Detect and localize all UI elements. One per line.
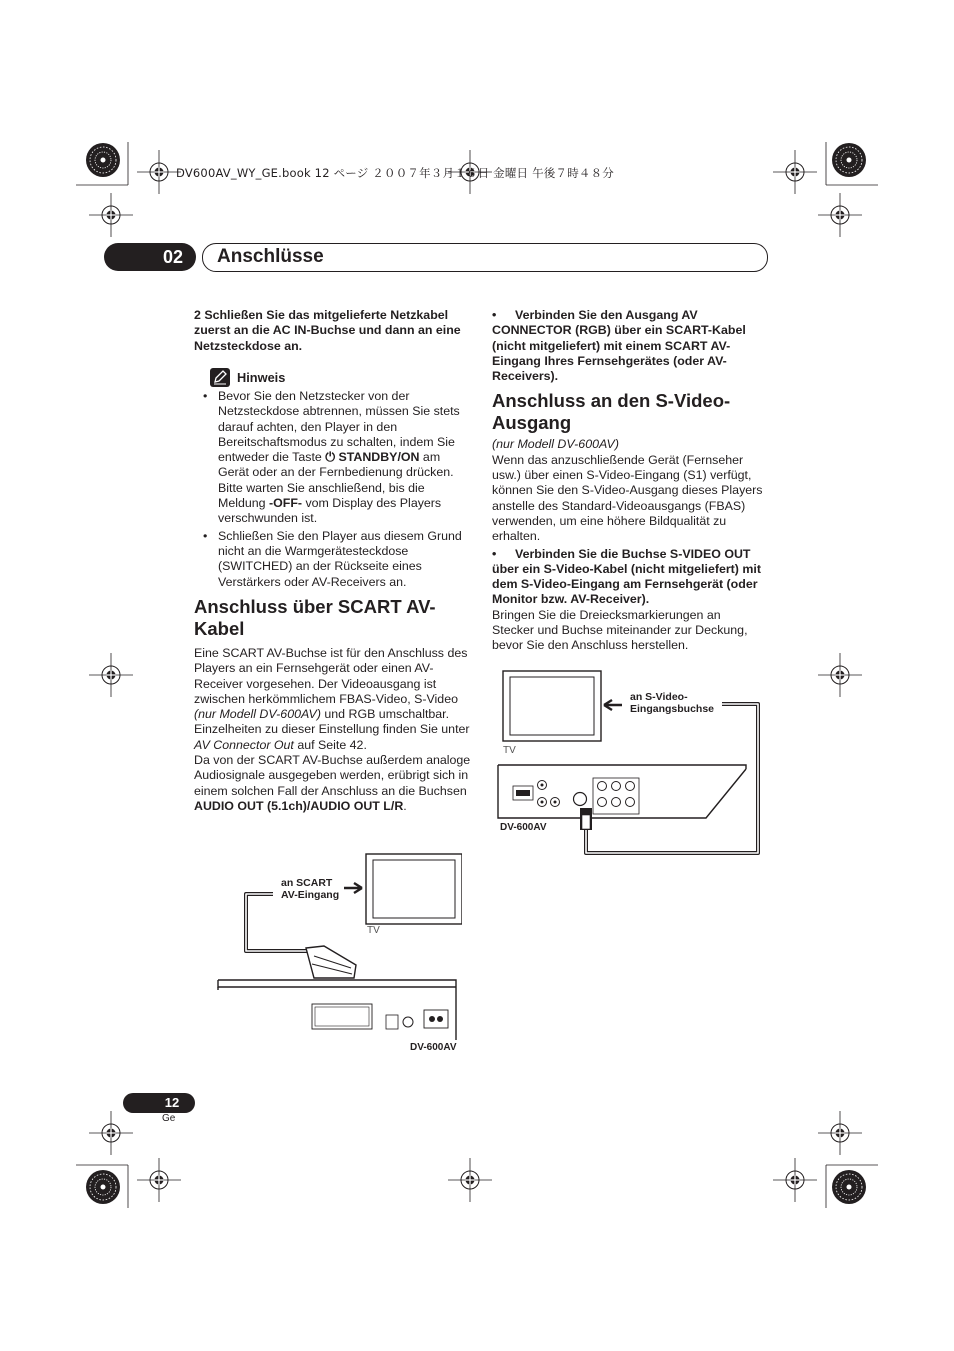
left-column xyxy=(194,308,470,354)
right-column xyxy=(492,308,766,654)
svideo-plug xyxy=(580,808,592,830)
registration-cross-top-right xyxy=(773,150,817,194)
hint-notes xyxy=(194,389,472,590)
chapter-number: 02 xyxy=(162,247,184,267)
scart-cable xyxy=(246,894,323,951)
bullet-svideo-connect: • Verbinden Sie die Buchse S-VIDEO OUT über ein S-Video-Kabel (nicht mitgeliefert) mit dem S-Video-Eingang am Fernsehgerät (oder Monitor bzw. AV-Receiver). xyxy=(492,546,761,607)
scart-paragraph-2: Da von der SCART AV-Buchse außerdem analoge Audiosignale ausgegeben werden, erübrigt sich in einem solchen Fall der Anschluss an die Buchsen AUDIO OUT (5.1ch)/AUDIO OUT L/R. xyxy=(194,753,471,813)
scart-socket xyxy=(312,1004,372,1029)
chapter-title: Anschlüsse xyxy=(217,246,324,267)
bullet-dot: • xyxy=(492,546,497,561)
hint-note-1: • Bevor Sie den Netzstecker von der Netzsteckdose abtrennen, müssen Sie stets darauf achten, den Player in den Bereitschaftsmodus zu schalten, indem Sie entweder die Taste ⏻ STANDBY/ON am Gerät oder an der Fernbedienung drücken. Bitte warten Sie anschließend, bis die Meldung -OFF- vom Display des Players verschwunden ist. xyxy=(203,389,460,526)
bullet-dot: • xyxy=(203,389,208,403)
bullet-dot: • xyxy=(203,528,208,543)
svideo-model-note: (nur Modell DV-600AV) xyxy=(492,437,619,452)
registration-cross-left-middle xyxy=(89,653,133,697)
svideo-paragraph-2: Bringen Sie die Dreiecksmarkierungen an Stecker und Buchse miteinander zur Deckung, bevor Sie den Anschluss herstellen. xyxy=(492,607,748,653)
registration-cross-top-left xyxy=(137,150,181,194)
model-label-svideo: DV-600AV xyxy=(500,822,547,833)
hint-label: Hinweis xyxy=(237,370,286,385)
off-display-label: -OFF- xyxy=(268,496,303,511)
tv-label-scart: TV xyxy=(367,925,380,936)
bullet-scart-connect: • Verbinden Sie den Ausgang AV CONNECTOR (RGB) über ein SCART-Kabel (nicht mitgeliefert) mit einem SCART AV-Eingang Ihres Fernsehgerätes (oder AV-Receivers). xyxy=(492,308,746,384)
registration-cross-right-middle xyxy=(818,653,862,697)
dvd-player-rear xyxy=(218,980,456,1040)
scart-section xyxy=(194,596,472,814)
ac-in-socket xyxy=(424,1010,448,1028)
registration-cross-bottom-right xyxy=(773,1158,817,1202)
tv-illustration xyxy=(503,671,601,741)
book-file-line: DV600AV_WY_GE.book 12 ページ ２００７年３月１６日 金曜日 午後７時４８分 xyxy=(176,166,615,180)
svideo-paragraph-1: Wenn das anzuschließende Gerät (Fernseher usw.) über einen S-Video-Eingang (S1) verfügt, können Sie den S-Video-Ausgang dieses Players anstelle des Standard-Videoausgangs (FBAS) verwenden, um eine höhere Bildqualität zu erhalten. xyxy=(492,452,763,544)
svideo-heading: Anschluss an den S-Video-Ausgang xyxy=(492,390,731,434)
standby-on-label: ⏻ STANDBY/ON xyxy=(325,450,420,465)
model-label-scart: DV-600AV xyxy=(410,1042,457,1053)
registration-cross-bottom-left xyxy=(137,1158,181,1202)
registration-cross-left-lower xyxy=(89,1111,133,1155)
page-number: 12 xyxy=(164,1095,180,1110)
tv-label-svideo: TV xyxy=(503,745,516,756)
registration-wheel-top-left xyxy=(86,143,120,177)
registration-cross-bottom-center xyxy=(448,1158,492,1202)
registration-wheel-top-right xyxy=(832,143,866,177)
registration-wheel-bottom-right xyxy=(832,1170,866,1204)
tv-illustration xyxy=(366,854,462,924)
scart-heading: Anschluss über SCART AV-Kabel xyxy=(194,596,436,639)
page-language: Ge xyxy=(162,1113,176,1124)
hint-note-2: • Schließen Sie den Player aus diesem Grund nicht an die Warmgerätesteckdose (SWITCHED) an der Rückseite eines Verstärkers oder AV-Receivers an. xyxy=(203,528,462,589)
bullet-dot: • xyxy=(492,308,497,322)
registration-cross-right-lower xyxy=(818,1111,862,1155)
svideo-input-label: an S-Video-Eingangsbuchse xyxy=(630,691,715,715)
scart-input-label: an SCART AV-Eingang xyxy=(281,877,340,901)
registration-cross-left-upper xyxy=(89,193,133,237)
arrow-icon xyxy=(604,700,622,710)
step-2: 2 Schließen Sie das mitgelieferte Netzkabel zuerst an die AC IN-Buchse und dann an eine Netzsteckdose an. xyxy=(194,308,461,353)
registration-wheel-bottom-left xyxy=(86,1170,120,1204)
scart-paragraph-1: Eine SCART AV-Buchse ist für den Anschluss des Players an ein Fernsehgerät oder einen AV-Receiver vorgesehen. Der Videoausgang ist zwischen herkömmlichem FBAS-Video, S-Video (nur Modell DV-600AV) und RGB umschaltbar. Einzelheiten zu dieser Einstellung finden Sie unter AV Connector Out auf Seite 42. xyxy=(194,646,470,752)
hint-pencil-icon xyxy=(210,368,230,387)
dvd-player-rear xyxy=(498,765,746,818)
registration-cross-right-upper xyxy=(818,193,862,237)
